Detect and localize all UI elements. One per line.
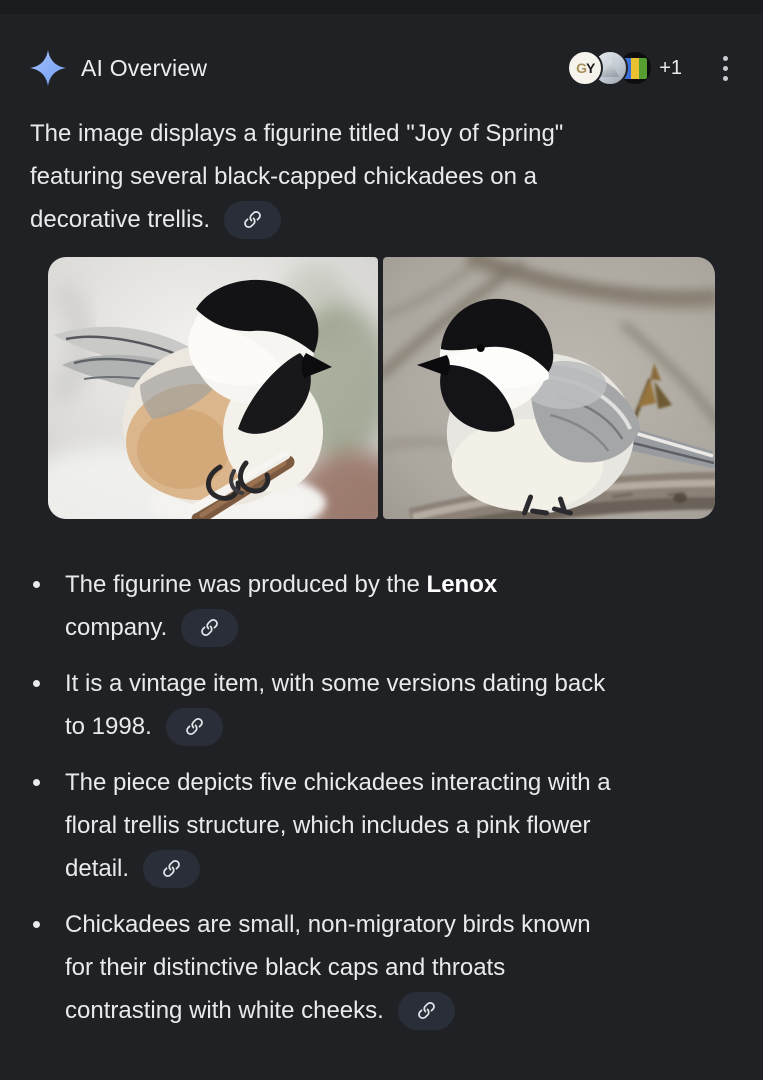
bullet-text-line: contrasting with white cheeks. bbox=[65, 997, 384, 1024]
link-icon bbox=[199, 617, 220, 638]
intro-line: decorative trellis. bbox=[30, 206, 211, 233]
bullet-text-line: company. bbox=[65, 614, 168, 641]
source-link-chip[interactable] bbox=[398, 992, 455, 1030]
chickadee-photo-snowy[interactable] bbox=[48, 257, 378, 519]
bullet-dot bbox=[33, 779, 40, 786]
bullet-text-line: Chickadees are small, non-migratory birds known bbox=[65, 911, 591, 938]
source-link-chip[interactable] bbox=[143, 850, 200, 888]
gemini-sparkle-icon bbox=[30, 50, 66, 86]
status-bar-strip bbox=[0, 0, 763, 14]
intro-line: The image displays a figurine titled "Joy of Spring" bbox=[30, 120, 564, 147]
flag-stripe-green bbox=[639, 58, 647, 79]
fact-bullet-list bbox=[30, 563, 733, 1032]
source-favicon-1[interactable] bbox=[567, 50, 603, 86]
bullet-text: The figurine was produced by the bbox=[65, 571, 427, 598]
bullet-text-line: It is a vintage item, with some versions dating back bbox=[65, 670, 606, 697]
link-icon bbox=[416, 1000, 437, 1021]
source-link-chip[interactable] bbox=[224, 201, 281, 239]
bullet-text-line bbox=[65, 563, 733, 606]
link-icon bbox=[184, 716, 205, 737]
bullet-item-manufacturer bbox=[30, 563, 733, 649]
chickadee-photo-branch[interactable] bbox=[383, 257, 715, 519]
intro-paragraph bbox=[30, 112, 733, 241]
link-icon bbox=[242, 209, 263, 230]
chickadee-snow-illustration bbox=[48, 257, 378, 519]
bullet-text-line: for their distinctive black caps and throats bbox=[65, 954, 506, 981]
intro-line: featuring several black-capped chickadees on a bbox=[30, 163, 537, 190]
bullet-text-line: floral trellis structure, which includes a pink flower bbox=[65, 812, 591, 839]
bullet-item-depiction bbox=[30, 761, 733, 890]
bullet-dot bbox=[33, 921, 40, 928]
overflow-menu-icon[interactable] bbox=[718, 51, 733, 86]
kebab-dot bbox=[723, 76, 728, 81]
bullet-item-species-facts bbox=[30, 903, 733, 1032]
bullet-item-vintage bbox=[30, 662, 733, 748]
favicon-triangle-icon bbox=[601, 59, 619, 77]
link-icon bbox=[161, 858, 182, 879]
bullet-text-line: detail. bbox=[65, 855, 130, 882]
bullet-dot bbox=[33, 680, 40, 687]
source-link-chip[interactable] bbox=[181, 609, 238, 647]
source-avatar-stack[interactable] bbox=[567, 50, 653, 86]
bullet-text-line: to 1998. bbox=[65, 713, 152, 740]
kebab-dot bbox=[723, 56, 728, 61]
image-results-row bbox=[48, 257, 733, 519]
flag-stripe-yellow bbox=[631, 58, 639, 79]
bullet-bold-text: Lenox bbox=[426, 571, 498, 598]
favicon-gy-label: GY bbox=[576, 60, 595, 76]
source-link-chip[interactable] bbox=[166, 708, 223, 746]
kebab-dot bbox=[723, 66, 728, 71]
bullet-dot bbox=[33, 581, 40, 588]
chickadee-branch-illustration bbox=[383, 257, 715, 519]
bullet-text-line: The piece depicts five chickadees interacting with a bbox=[65, 769, 611, 796]
page-title: AI Overview bbox=[81, 54, 208, 81]
more-sources-count[interactable]: +1 bbox=[659, 56, 682, 79]
ai-overview-panel bbox=[0, 48, 763, 1032]
ai-overview-header bbox=[30, 48, 733, 88]
